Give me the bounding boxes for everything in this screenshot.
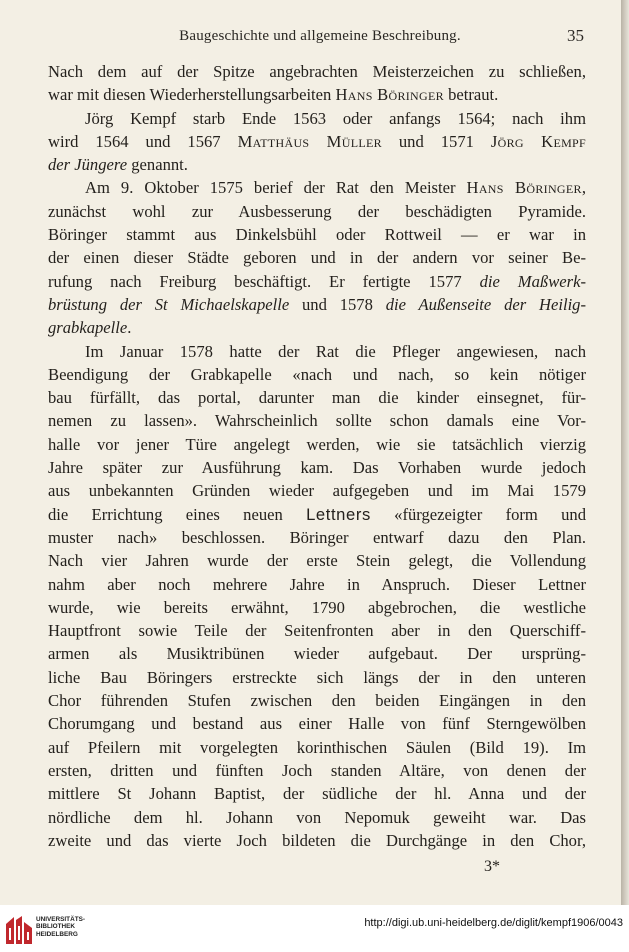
person-name: Matthäus Müller [237,131,382,151]
text-line [48,223,586,246]
text-line [48,549,586,572]
text-line [48,759,586,782]
text-line [48,316,586,339]
text-line [48,293,586,316]
text-run: nemen zu lassen». Wahrscheinlich sollte schon damals eine Vor- [48,411,586,431]
text-line [48,619,586,642]
text-run: Chorumgang und bestand aus einer Halle von fünf Sterngewölben [48,714,586,734]
text-line [48,829,586,852]
italic-title: der Jüngere [48,155,128,175]
text-line [48,107,586,130]
text-line [48,712,586,735]
italic-title: die Außenseite der Heilig- [385,294,586,314]
text-run: Am 9. Oktober 1575 berief der Rat den Meister [85,178,467,198]
text-run: Jörg Kempf starb Ende 1563 oder anfangs 1564; nach ihm [85,108,586,128]
text-line [48,433,586,456]
text-line [48,153,586,176]
source-url-link[interactable]: http://digi.ub.uni-heidelberg.de/diglit/kempf1906/0043 [364,917,623,929]
text-run: der einen dieser Städte geboren und in der andern vor seiner Be- [48,248,586,268]
text-run: ersten, dritten und fünften Joch standen Altäre, von denen der [48,760,586,780]
text-run: Nach vier Jahren wurde der erste Stein gelegt, die Vollendung [48,551,586,571]
text-run: Beendigung der Grabkapelle «nach und nach, so kein nötiger [48,364,586,384]
text-line [48,689,586,712]
emphasized-term: Lettners [306,504,371,524]
text-run: nahm aber noch mehrere Jahre in Anspruch. Dieser Lettner [48,574,586,594]
text-run: , [581,178,586,198]
viewer-footer [0,905,629,952]
library-name [36,916,85,938]
text-run: war mit diesen Wiederherstellungsarbeiten [48,85,336,105]
text-line [48,573,586,596]
text-run: auf Pfeilern mit vorgelegten korinthischen Säulen (Bild 19). Im [48,737,586,757]
signature-mark: 3* [484,858,500,875]
text-run: rufung nach Freiburg beschäftigt. Er fertigte 1577 [48,271,480,291]
person-name: Hans Böringer [466,178,582,198]
text-line [48,83,586,106]
text-line [48,526,586,549]
text-line [48,642,586,665]
text-line [48,806,586,829]
page-edge-shadow [621,0,629,905]
text-line [48,340,586,363]
italic-title: die Maßwerk- [479,271,586,291]
text-run: Nach dem auf der Spitze angebrachten Meisterzeichen zu schließen, [48,62,586,81]
text-run: halle vor jener Türe angelegt werden, wie sie tatsächlich vierzig [48,434,586,454]
body-text [48,60,586,852]
person-name: Jörg Kempf [490,131,586,151]
text-run: Böringer stammt aus Dinkelsbühl oder Rottweil — er war in [48,225,586,245]
text-run: die Errichtung eines neuen [48,504,307,524]
logo-part [9,928,11,940]
text-line [48,200,586,223]
text-run: Jahre später zur Ausführung kam. Das Vorhaben wurde jedoch [48,458,586,478]
text-run: . [127,318,132,338]
text-line [48,666,586,689]
text-run: genannt. [127,155,188,175]
library-line-2: BIBLIOTHEK [36,923,76,931]
text-run: zweite und das vierte Joch bildeten die Durchgänge in den Chor, [48,830,586,850]
text-run: betraut. [443,85,499,105]
person-name: Hans Böringer [335,85,444,105]
text-line [48,479,586,502]
text-line [48,363,586,386]
text-run: armen als Musiktribünen wieder aufgebaut. Der ursprüng- [48,644,586,664]
text-line [48,456,586,479]
text-line [48,130,586,153]
text-run: liche Bau Böringers erstreckte sich längs der in den unteren [48,667,586,687]
page-number: 35 [567,26,584,45]
text-line [48,782,586,805]
text-line [48,176,586,199]
library-line-1: UNIVERSITÄTS- [36,916,85,923]
text-run: bau fürfällt, das portal, darunter man die kinder einsegnet, für- [48,388,586,408]
text-line [48,386,586,409]
text-line [48,246,586,269]
text-run: Chor führenden Stufen zwischen den beiden Eingängen in den [48,691,586,711]
text-line [48,596,586,619]
university-library-logo-icon [4,914,34,946]
text-run: «fürgezeigter form und [370,504,586,524]
text-run: zunächst wohl zur Ausbesserung der beschädigten Pyramide. [48,201,586,221]
italic-title: grabkapelle [48,318,128,338]
text-run: wird 1564 und 1567 [48,131,238,151]
library-line-3: HEIDELBERG [36,930,78,938]
text-run: muster nach» beschlossen. Böringer entwarf dazu den Plan. [48,527,586,547]
text-line [48,503,586,526]
text-line [48,409,586,432]
text-run: Hauptfront sowie Teile der Seitenfronten aber in den Querschiff- [48,621,586,641]
logo-part [18,926,20,940]
text-run: aus unbekannten Gründen wieder aufgegeben und im Mai 1579 [48,481,586,501]
text-run: und 1571 [381,131,491,151]
text-line [48,270,586,293]
italic-title: brüstung der St Michaelskapelle [48,294,290,314]
text-run: nördliche dem hl. Johann von Nepomuk geweiht war. Das [48,807,586,827]
text-run: mittlere St Johann Baptist, der südliche der hl. Anna und der [48,784,586,804]
text-line [48,736,586,759]
text-run: und 1578 [289,294,386,314]
text-run: wurde, wie bereits erwähnt, 1790 abgebrochen, die westliche [48,597,586,617]
text-run: Im Januar 1578 hatte der Rat die Pfleger angewiesen, nach [85,341,586,361]
running-head: Baugeschichte und allgemeine Beschreibung. [179,28,461,44]
logo-part [27,932,29,940]
text-line [48,60,586,83]
